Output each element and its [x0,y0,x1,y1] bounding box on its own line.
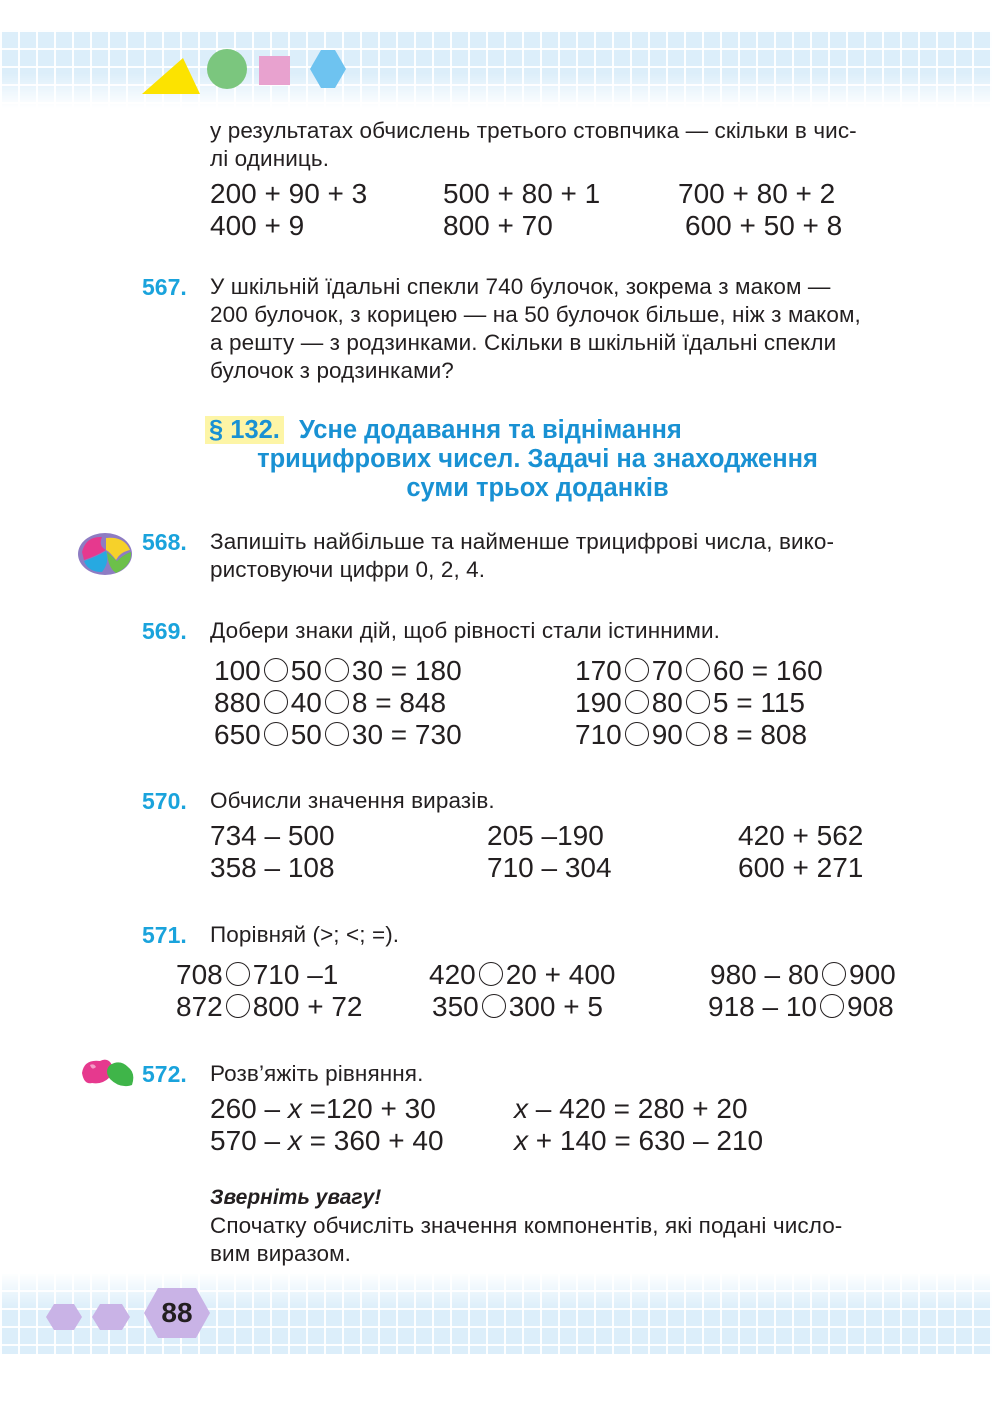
comparison-blank[interactable] [820,994,844,1018]
note-text [210,1212,920,1268]
operand: 900 [849,959,896,990]
equation [210,1125,444,1157]
square-icon [259,56,290,85]
operand: 710 –1 [252,959,339,990]
expression: 400 + 9 [210,210,305,241]
comparison-blank[interactable] [482,994,506,1018]
operand: 980 – 80 [710,959,819,990]
equation-part: = 360 + 40 [301,1125,444,1156]
task-instruction: Добери знаки дій, щоб рівності стали істинними. [210,618,721,643]
operand: 30 = 730 [351,719,462,750]
comparison-blank[interactable] [822,962,846,986]
operand: 650 [214,719,261,750]
operand: 5 = 115 [712,687,805,718]
circle-icon [207,49,247,89]
operation-blank[interactable] [625,722,649,746]
variable: x [514,1125,528,1156]
continuation-line: у результатах обчислень третього стовпчика — скільки в чис- [210,118,857,143]
operand: 708 [176,959,223,990]
comparison [710,959,896,991]
expression: 205 –190 [487,820,604,851]
operand: 50 [290,719,322,750]
comparison-blank[interactable] [226,994,250,1018]
comparison [429,959,616,991]
task-number: 571. [142,922,187,948]
continuation-line: лі одиниць. [210,146,330,171]
comparison-blank[interactable] [479,962,503,986]
equation-row [575,719,807,751]
operation-blank[interactable] [625,690,649,714]
operand: 880 [214,687,261,718]
operation-blank[interactable] [686,658,710,682]
operand: 30 = 180 [351,655,462,686]
operand: 90 [651,719,683,750]
header-shapes [138,44,350,98]
task-instruction: Порівняй (>; <; =). [210,922,400,947]
comparison [176,991,363,1023]
comparison [176,959,338,991]
task-line: ристовуючи цифри 0, 2, 4. [210,557,486,582]
equation [210,1093,436,1125]
task-line: булочок з родзинками? [210,358,454,383]
expression: 734 – 500 [210,820,335,851]
expression: 600 + 50 + 8 [685,210,843,241]
expression: 500 + 80 + 1 [443,178,601,209]
task-line: У шкільній їдальні спекли 740 булочок, зокрема з маком — [210,274,831,299]
operand: 300 + 5 [508,991,603,1022]
variable: x [287,1093,302,1124]
expression: 358 – 108 [210,852,335,883]
operand: 100 [214,655,261,686]
equation-part: 260 – [210,1093,288,1124]
operand: 80 [651,687,683,718]
hexagon-icon [92,1304,130,1330]
section-title-line: трицифрових чисел. Задачі на знаходження [257,445,818,473]
operand: 908 [847,991,894,1022]
equation-part: + 140 = 630 – 210 [528,1125,764,1156]
task-number: 570. [142,788,187,814]
section-heading [205,416,870,503]
puzzle-pair-icon [80,1055,136,1091]
operand: 50 [290,655,322,686]
footer-hexagons [44,1296,136,1338]
hexagon-icon [310,50,346,88]
variable: x [514,1093,528,1124]
note-line: Спочатку обчисліть значення компонентів, які подані число- [210,1213,843,1238]
comparison [432,991,603,1023]
comparison [708,991,894,1023]
triangle-icon [142,58,200,94]
expression: 800 + 70 [443,210,553,241]
operand: 20 + 400 [505,959,616,990]
expression: 420 + 562 [738,820,864,851]
equation-part: – 420 = 280 + 20 [528,1093,748,1124]
equation-row [575,655,823,687]
task-line: а решту — з родзинками. Скільки в шкільній їдальні спекли [210,330,837,355]
expression: 600 + 271 [738,852,864,883]
operation-blank[interactable] [686,722,710,746]
note-line: вим виразом. [210,1241,352,1266]
continuation-text [210,117,910,173]
equation-part: 570 – [210,1125,288,1156]
operand: 40 [290,687,322,718]
operation-blank[interactable] [264,690,288,714]
task-number: 568. [142,529,187,555]
task-number: 572. [142,1061,187,1087]
task-instruction: Розв’яжіть рівняння. [210,1061,424,1086]
section-title-line: суми трьох доданків [406,474,669,502]
equation-row [214,719,462,751]
operand: 8 = 808 [712,719,808,750]
task-text [210,273,920,385]
operation-blank[interactable] [686,690,710,714]
operand: 70 [651,655,683,686]
hexagon-icon [46,1304,82,1330]
expression: 200 + 90 + 3 [210,178,368,209]
task-line: Запишіть найбільше та найменше трицифрові числа, вико- [210,529,835,554]
operand: 872 [176,991,223,1022]
equation [514,1125,763,1157]
expression: 710 – 304 [487,852,612,883]
equation [514,1093,748,1125]
task-text [210,528,920,584]
operand: 170 [575,655,622,686]
task-number: 569. [142,618,187,644]
task-instruction: Обчисли значення виразів. [210,788,495,813]
operand: 420 [429,959,476,990]
operation-blank[interactable] [264,722,288,746]
operand: 350 [432,991,479,1022]
operand: 918 – 10 [708,991,817,1022]
page-number: 88 [161,1297,193,1328]
operation-blank[interactable] [625,658,649,682]
page-number-badge [142,1285,212,1341]
operand: 800 + 72 [252,991,363,1022]
operand: 710 [575,719,622,750]
task-line: 200 булочок, з корицею — на 50 булочок більше, ніж з маком, [210,302,861,327]
equation-row [214,687,446,719]
operand: 190 [575,687,622,718]
equation-row [575,687,805,719]
equation-row [214,655,462,687]
variable: x [287,1125,302,1156]
comparison-blank[interactable] [226,962,250,986]
section-title-line: Усне додавання та віднімання [299,416,682,444]
section-number: § 132. [205,416,284,444]
note-title: Зверніть увагу! [210,1186,382,1209]
operation-blank[interactable] [325,722,349,746]
task-number: 567. [142,274,187,300]
operation-blank[interactable] [264,658,288,682]
operand: 60 = 160 [712,655,823,686]
operation-blank[interactable] [325,690,349,714]
operand: 8 = 848 [351,687,447,718]
operation-blank[interactable] [325,658,349,682]
expression: 700 + 80 + 2 [678,178,836,209]
equation-part: =120 + 30 [301,1093,436,1124]
puzzle-icon [76,530,134,578]
